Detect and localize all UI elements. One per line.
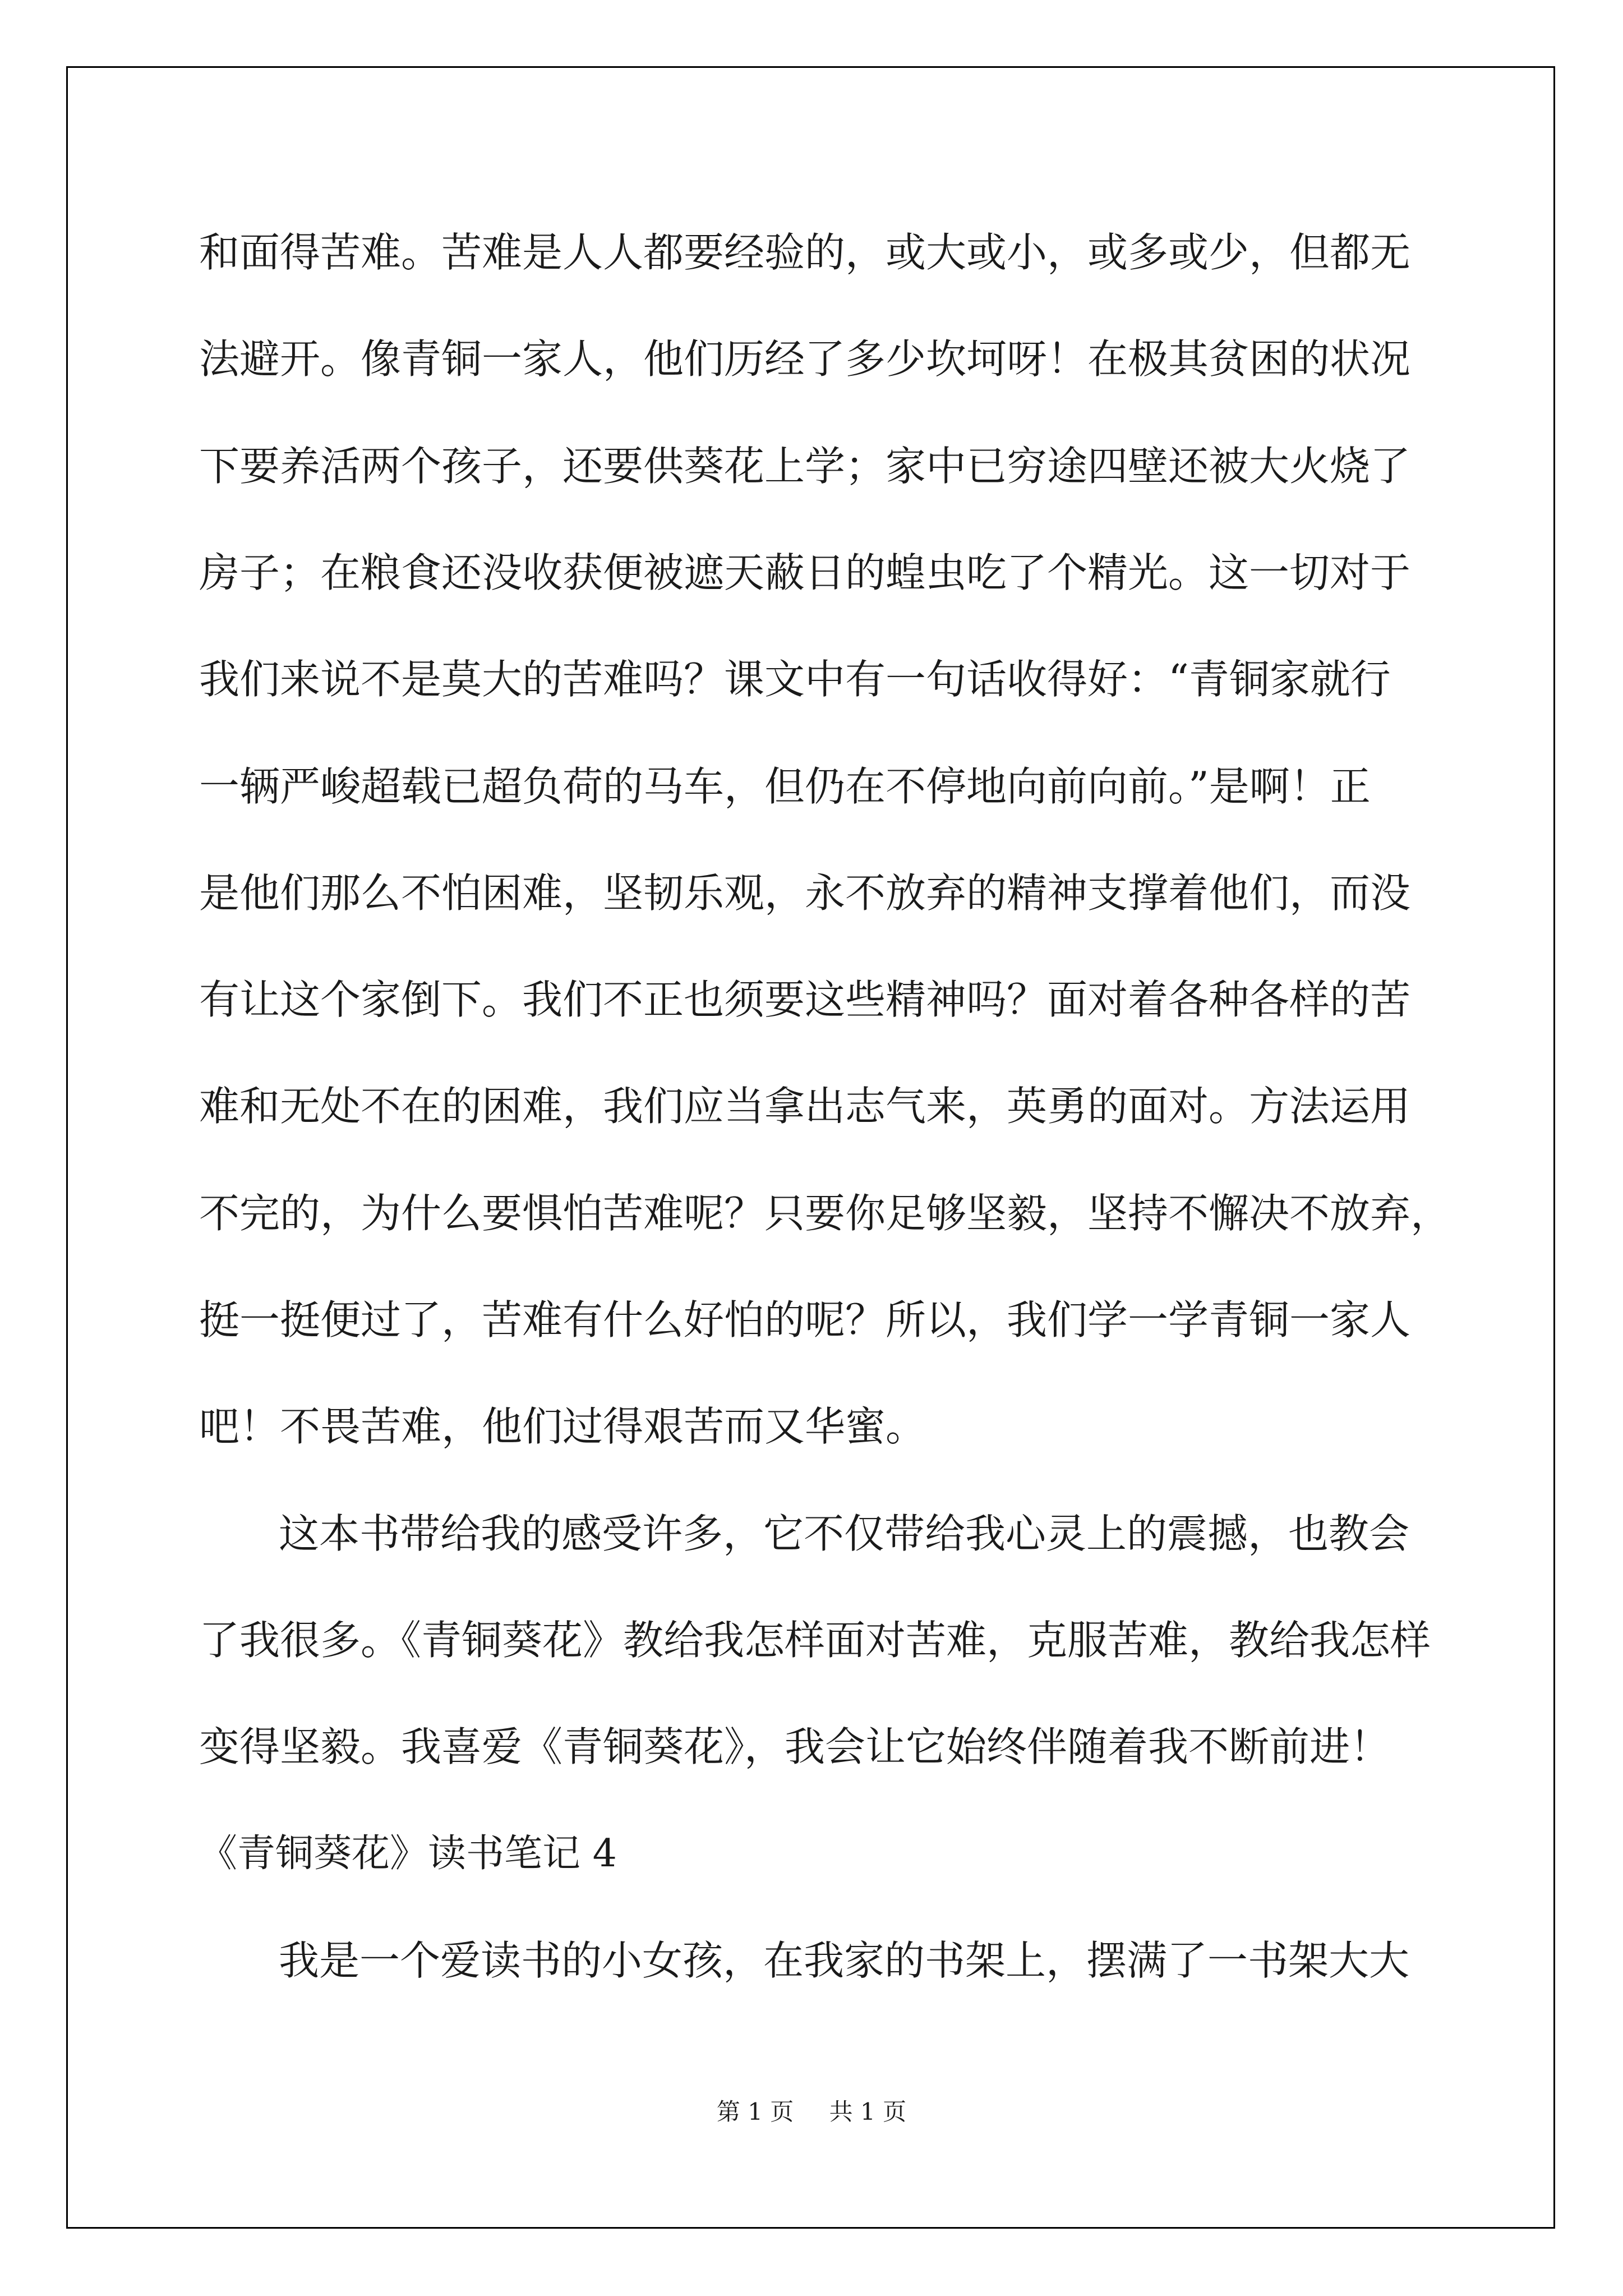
section-heading: 《青铜葵花》读书笔记 4 xyxy=(199,1832,617,1876)
paragraph-line: 不完的，为什么要惧怕苦难呢？只要你足够坚毅，坚持不懈决不放弃， xyxy=(199,1190,1451,1237)
page-footer xyxy=(0,2098,1623,2126)
paragraph-line: 下要养活两个孩子，还要供葵花上学；家中已穷途四壁还被大火烧了 xyxy=(199,443,1411,490)
paragraph-line: 房子；在粮食还没收获便被遮天蔽日的蝗虫吃了个精光。这一切对于 xyxy=(199,549,1411,596)
page-total: 共 1 页 xyxy=(829,2098,907,2125)
paragraph-line: 我是一个爱读书的小女孩，在我家的书架上，摆满了一书架大大 xyxy=(279,1937,1410,1984)
paragraph-line: 有让这个家倒下。我们不正也须要这些精神吗？面对着各种各样的苦 xyxy=(199,976,1411,1023)
paragraph-line: 这本书带给我的感受许多，它不仅带给我心灵上的震撼，也教会 xyxy=(279,1510,1410,1557)
paragraph-line: 是他们那么不怕困难，坚韧乐观，永不放弃的精神支撑着他们，而没 xyxy=(199,869,1411,917)
paragraph-line: 吧！不畏苦难，他们过得艰苦而又华蜜。 xyxy=(199,1403,926,1450)
paragraph-line: 挺一挺便过了，苦难有什么好怕的呢？所以，我们学一学青铜一家人 xyxy=(199,1296,1411,1343)
paragraph-line: 一辆严峻超载已超负荷的马车，但仍在不停地向前向前。”是啊！正 xyxy=(199,763,1371,810)
paragraph-line: 难和无处不在的困难，我们应当拿出志气来，英勇的面对。方法运用 xyxy=(199,1083,1411,1130)
page-border xyxy=(66,66,1555,2229)
paragraph-line: 法避开。像青铜一家人，他们历经了多少坎坷呀！在极其贫困的状况 xyxy=(199,335,1411,383)
page-number: 第 1 页 xyxy=(716,2098,794,2125)
paragraph-line: 和面得苦难。苦难是人人都要经验的，或大或小，或多或少，但都无 xyxy=(199,229,1411,276)
paragraph-line: 了我很多。《青铜葵花》教给我怎样面对苦难，克服苦难，教给我怎样 xyxy=(199,1617,1431,1664)
paragraph-line: 变得坚毅。我喜爱《青铜葵花》，我会让它始终伴随着我不断前进！ xyxy=(199,1723,1391,1770)
paragraph-line: 我们来说不是莫大的苦难吗？课文中有一句话收得好：“青铜家就行 xyxy=(199,656,1391,703)
